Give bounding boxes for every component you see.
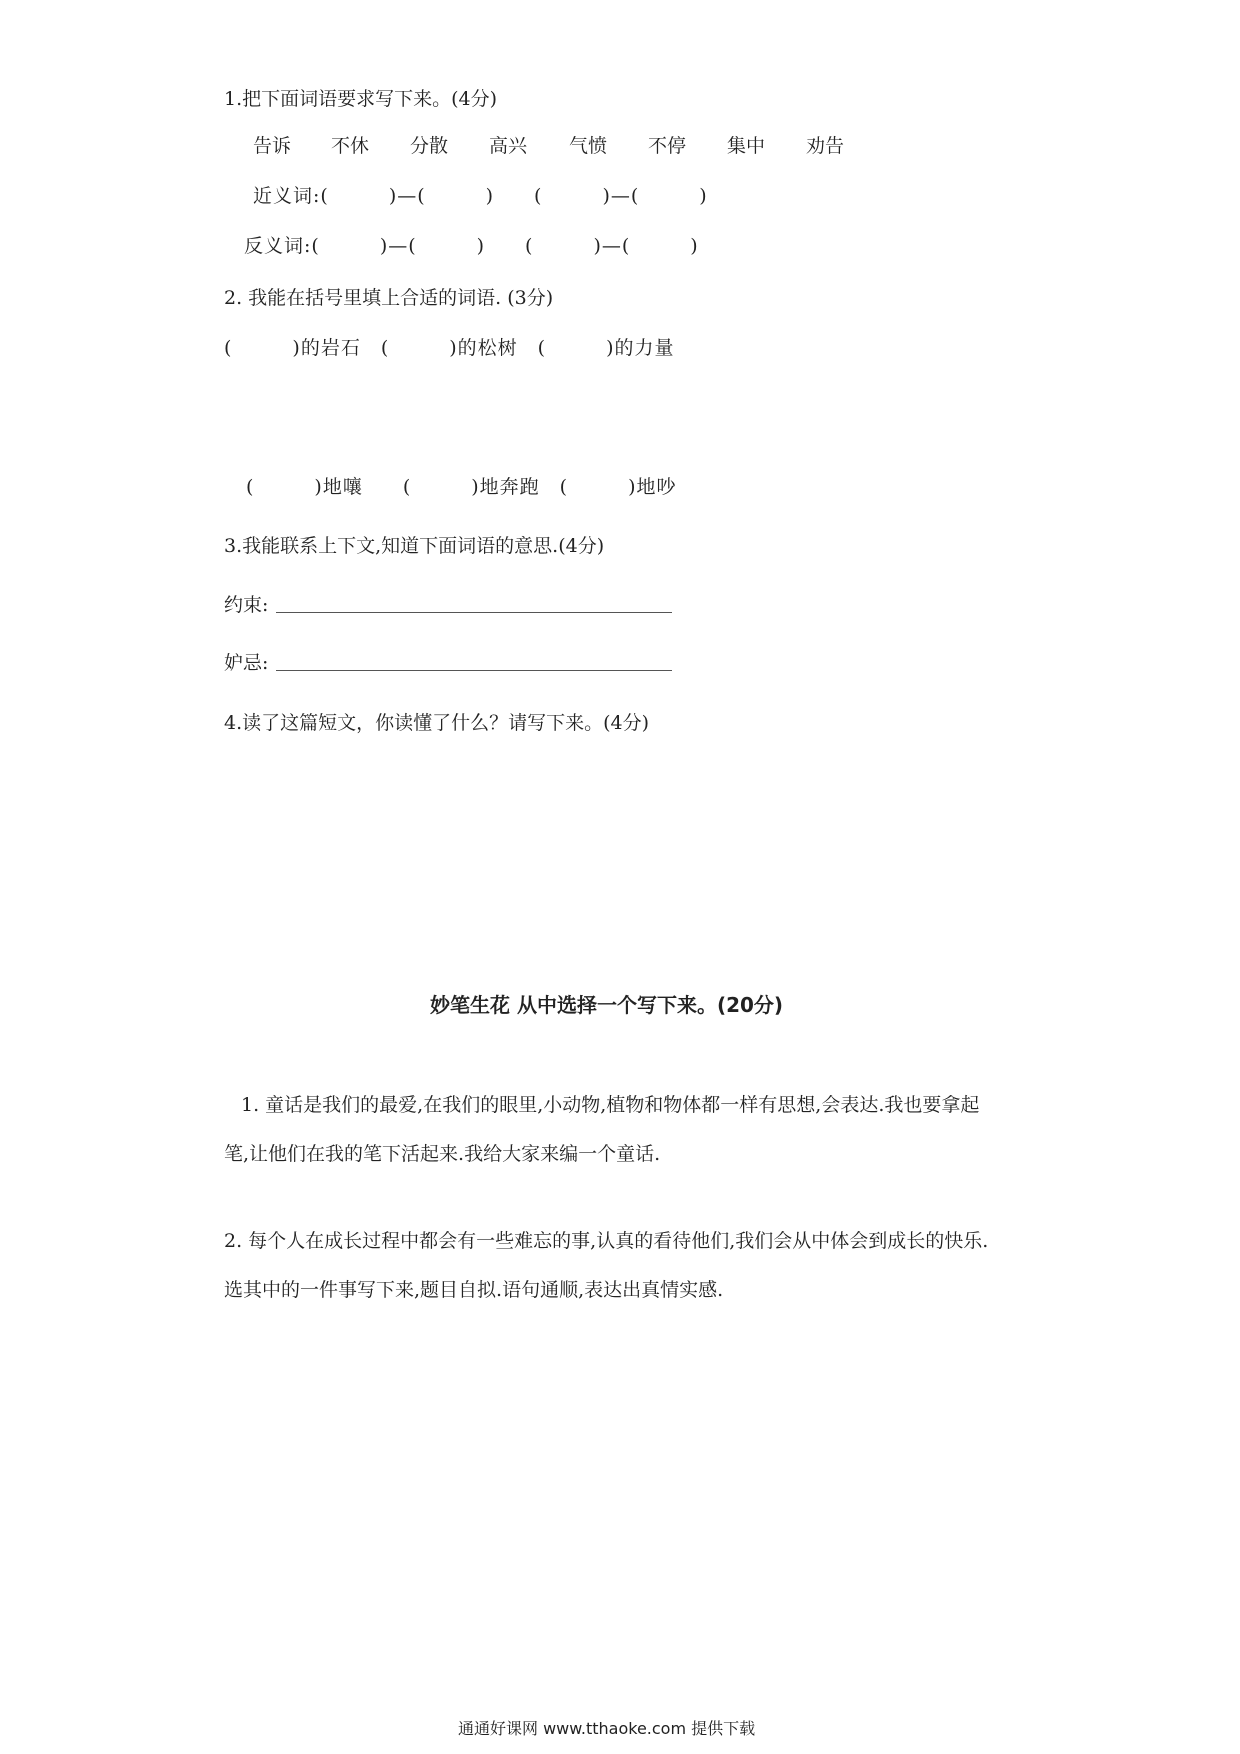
composition-title: 妙笔生花 从中选择一个写下来。(20分) — [430, 993, 784, 1017]
word-item: 分散 — [410, 135, 449, 157]
q2-heading: 2. 我能在括号里填上合适的词语. (3分) — [224, 287, 554, 309]
prompt-2-line-1: 2. 每个人在成长过程中都会有一些难忘的事,认真的看待他们,我们会从中体会到成长的快乐. — [224, 1230, 989, 1252]
word-item: 高兴 — [489, 135, 528, 157]
word-item: 不休 — [331, 135, 370, 157]
q3-term-2: 妒忌: — [224, 652, 269, 674]
synonym-row: 近义词:( )—( ) ( )—( ) — [253, 185, 708, 207]
antonym-row: 反义词:( )—( ) ( )—( ) — [244, 235, 699, 257]
q2-fill-row-1: ( )的岩石 ( )的松树 ( )的力量 — [224, 337, 675, 359]
prompt-2-line-2: 选其中的一件事写下来,题目自拟.语句通顺,表达出真情实感. — [224, 1279, 724, 1301]
q3-term-1: 约束: — [224, 594, 269, 616]
q2-fill-row-2: ( )地嚷 ( )地奔跑 ( )地吵 — [246, 476, 677, 498]
answer-line-2 — [276, 670, 672, 671]
word-item: 告诉 — [253, 135, 292, 157]
word-item: 劝告 — [806, 135, 845, 157]
word-item: 不停 — [648, 135, 687, 157]
answer-line-1 — [276, 612, 672, 613]
prompt-1-line-1: 1. 童话是我们的最爱,在我们的眼里,小动物,植物和物体都一样有思想,会表达.我也要拿起 — [241, 1094, 980, 1116]
q3-heading: 3.我能联系上下文,知道下面词语的意思.(4分) — [224, 535, 605, 557]
footer-text: 通通好课网 www.tthaoke.com 提供下载 — [458, 1719, 756, 1738]
q1-heading: 1.把下面词语要求写下来。(4分) — [224, 88, 498, 110]
q4-heading: 4.读了这篇短文，你读懂了什么？请写下来。(4分) — [224, 712, 650, 734]
word-item: 集中 — [727, 135, 766, 157]
prompt-1-line-2: 笔,让他们在我的笔下活起来.我给大家来编一个童话. — [224, 1143, 661, 1165]
word-item: 气愤 — [569, 135, 608, 157]
